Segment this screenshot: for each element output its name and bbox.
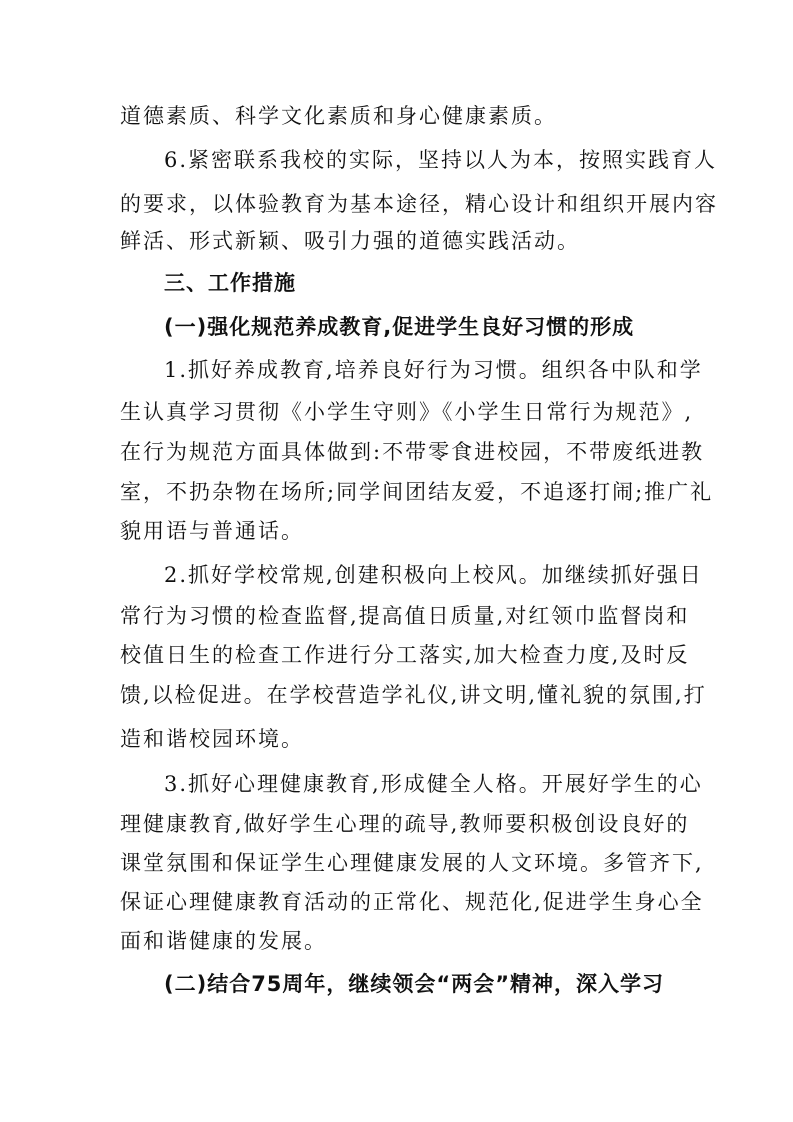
text-line: 在行为规范方面具体做到:不带零食进校园，不带废纸进教 (120, 440, 705, 464)
text-line: 理健康教育,做好学生心理的疏导,教师要积极创设良好的 (120, 812, 690, 836)
text-line: 3.抓好心理健康教育,形成健全人格。开展好学生的心 (164, 772, 703, 796)
text-line: 面和谐健康的发展。 (120, 929, 327, 953)
text-line: 馈,以检促进。在学校营造学礼仪,讲文明,懂礼貌的氛围,打 (120, 683, 707, 707)
text-line: 道德素质、科学文化素质和身心健康素质。 (120, 104, 557, 128)
text-line: 校值日生的检查工作进行分工落实,加大检查力度,及时反 (120, 643, 690, 667)
subsection-heading: (二)结合75周年，继续领会“两会”精神，深入学习 (164, 972, 665, 996)
text-line: 2.抓好学校常规,创建积极向上校风。加继续抓好强日 (164, 563, 703, 587)
text-line: 生认真学习贯彻《小学生守则》《小学生日常行为规范》, (120, 400, 694, 424)
text-line: 课堂氛围和保证学生心理健康发展的人文环境。多管齐下, (120, 851, 704, 875)
text-line: 的要求，以体验教育为基本途径，精心设计和组织开展内容 (120, 192, 718, 216)
text-line: 造和谐校园环境。 (120, 727, 304, 751)
text-line: 1.抓好养成教育,培养良好行为习惯。组织各中队和学 (164, 358, 703, 382)
text-line: 室，不扔杂物在场所;同学间团结友爱，不追逐打闹;推广礼 (120, 480, 714, 504)
subsection-heading: (一)强化规范养成教育,促进学生良好习惯的形成 (164, 315, 635, 339)
text-line: 貌用语与普通话。 (120, 519, 304, 543)
text-line: 6.紧密联系我校的实际，坚持以人为本，按照实践育人 (164, 148, 718, 172)
text-line: 保证心理健康教育活动的正常化、规范化,促进学生身心全 (120, 890, 704, 914)
section-heading: 三、工作措施 (164, 271, 296, 295)
text-line: 鲜活、形式新颖、吸引力强的道德实践活动。 (120, 229, 580, 253)
text-line: 常行为习惯的检查监督,提高值日质量,对红领巾监督岗和 (120, 604, 690, 628)
